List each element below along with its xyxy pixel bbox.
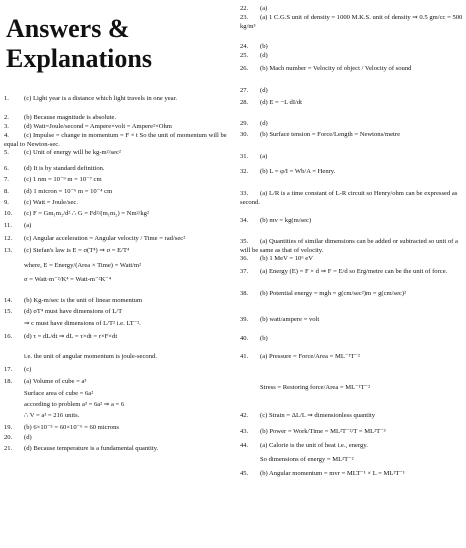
answer-16 xyxy=(4,332,228,341)
answer-43 xyxy=(240,427,464,436)
answer-40 xyxy=(240,334,464,343)
answer-22 xyxy=(240,4,464,13)
answer-number: 24. xyxy=(240,43,249,50)
answer-text: (a) Energy (E) = F × d ⇒ F = E/d so Erg/metre can be the unit of force. xyxy=(260,268,448,275)
answer-15 xyxy=(4,307,228,316)
answer-number: 40. xyxy=(240,335,249,342)
answer-number: 5. xyxy=(4,149,9,156)
answer-number: 19. xyxy=(4,424,13,431)
answer-17 xyxy=(4,365,228,374)
answer-1 xyxy=(4,94,228,103)
answer-5 xyxy=(4,148,228,157)
answer-number: 23. xyxy=(240,14,249,21)
answer-number: 32. xyxy=(240,168,249,175)
answer-text: (d) It is by standard definition. xyxy=(24,165,105,172)
answer-text: (c) Impulse = change in momentum = F × t So the unit of momentum will be equal to Newton-sec. xyxy=(4,132,227,148)
title-line-2: Explanations xyxy=(6,44,152,73)
answer-text: (c) Unit of energy will be kg-m²/sec² xyxy=(24,149,121,156)
answer-11 xyxy=(4,221,228,230)
answer-7 xyxy=(4,175,228,184)
answer-text: (b) xyxy=(260,43,268,50)
answer-cont-17 xyxy=(4,319,228,328)
answer-number: 22. xyxy=(240,5,249,12)
answer-25 xyxy=(240,51,464,60)
answer-36 xyxy=(240,254,464,263)
answer-text: (d) Watt=Joule/second = Ampere×volt = Ampere²×Ohm xyxy=(24,123,172,130)
answer-text: (a) Volume of cube = a³ xyxy=(24,378,87,385)
answer-number: 33. xyxy=(240,190,249,197)
answer-text: (b) Power = Work/Time = ML²T⁻²/T = ML²T⁻³ xyxy=(260,428,386,435)
answer-text: (d) σT⁴ must have dimensions of L/T xyxy=(24,308,123,315)
answer-8 xyxy=(4,187,228,196)
answer-29 xyxy=(240,119,464,128)
answer-24 xyxy=(240,42,464,51)
answer-cont-19 xyxy=(4,352,228,361)
answer-14 xyxy=(4,296,228,305)
answer-33 xyxy=(240,189,464,207)
answer-cont-14 xyxy=(4,275,228,284)
answer-45 xyxy=(240,469,464,478)
answer-text: (c) Watt = Joule/sec. xyxy=(24,199,78,206)
answer-text: (c) F = Gm₁m₂/d² ∴ G = Fd²/(m₁m₂) = Nm²/kg² xyxy=(24,210,149,217)
answer-number: 10. xyxy=(4,210,13,217)
answer-31 xyxy=(240,152,464,161)
answer-text: (c) xyxy=(24,366,32,373)
answer-23 xyxy=(240,13,464,31)
answer-26 xyxy=(240,64,464,73)
answer-number: 42. xyxy=(240,412,249,419)
answer-text: (b) Mach number = Velocity of object / Velocity of sound xyxy=(260,65,412,72)
answer-text: (d) Because temperature is a fundamental quantity. xyxy=(24,445,159,452)
answer-number: 11. xyxy=(4,222,12,229)
answer-number: 35. xyxy=(240,238,249,245)
answer-4 xyxy=(4,131,228,149)
answer-34 xyxy=(240,216,464,225)
answer-text: (b) 1 MeV = 10⁶ eV xyxy=(260,255,313,262)
answer-27 xyxy=(240,86,464,95)
answer-text: (d) xyxy=(260,52,268,59)
answer-number: 44. xyxy=(240,442,249,449)
answer-text: (b) watt/ampere = volt xyxy=(260,316,320,323)
answer-text: (d) 1 micron = 10⁻⁶ m = 10⁻⁴ cm xyxy=(24,188,113,195)
answer-39 xyxy=(240,315,464,324)
answer-text: where, E = Energy/(Area × Time) = Watt/m² xyxy=(24,262,142,269)
answer-number: 36. xyxy=(240,255,249,262)
answer-number: 25. xyxy=(240,52,249,59)
answer-9 xyxy=(4,198,228,207)
answer-text: (b) Potential energy = mgh = g(cm/sec²)m = g(cm/sec)² xyxy=(260,290,407,297)
answer-text: (c) Strain = ΔL/L ⇒ dimensionless quantity xyxy=(260,412,376,419)
answer-text: (a) xyxy=(260,153,268,160)
answer-text: (b) Angular momentum = mvr = MLT⁻¹ × L = ML²T⁻¹ xyxy=(260,470,405,477)
answer-19 xyxy=(4,423,228,432)
answer-text: (a) xyxy=(24,222,32,229)
answer-number: 8. xyxy=(4,188,9,195)
answer-number: 3. xyxy=(4,123,9,130)
answer-number: 15. xyxy=(4,308,13,315)
answer-text: (b) Surface tension = Force/Length = Newtons/metre xyxy=(260,131,401,138)
answer-number: 27. xyxy=(240,87,249,94)
answer-cont-13 xyxy=(4,261,228,270)
answer-text: (b) xyxy=(260,335,268,342)
answer-cont-23 xyxy=(4,400,228,409)
answer-number: 13. xyxy=(4,247,13,254)
answer-number: 38. xyxy=(240,290,249,297)
answer-37 xyxy=(240,267,464,276)
answer-number: 31. xyxy=(240,153,249,160)
answer-number: 29. xyxy=(240,120,249,127)
answer-number: 28. xyxy=(240,99,249,106)
answer-number: 21. xyxy=(4,445,13,452)
answer-number: 37. xyxy=(240,268,249,275)
answer-text: ∴ V = a³ = 216 units. xyxy=(24,412,80,419)
answer-text: ⇒ c must have dimensions of L/T² i.e. LT⁻². xyxy=(24,320,141,327)
answer-number: 14. xyxy=(4,297,13,304)
answer-13 xyxy=(4,246,228,255)
answer-text: Surface area of cube = 6a² xyxy=(24,390,94,397)
answer-3 xyxy=(4,122,228,131)
answer-number: 7. xyxy=(4,176,9,183)
answer-number: 45. xyxy=(240,470,249,477)
answer-10 xyxy=(4,209,228,218)
answer-28 xyxy=(240,98,464,107)
answer-text: (d) τ = dL/dt ⇒ dL = τ×dt = r×F×dt xyxy=(24,333,118,340)
answer-32 xyxy=(240,167,464,176)
answer-12 xyxy=(4,234,228,243)
answer-cont-24 xyxy=(4,411,228,420)
answer-21 xyxy=(4,444,228,453)
answer-number: 18. xyxy=(4,378,13,385)
answer-number: 39. xyxy=(240,316,249,323)
answer-42 xyxy=(240,411,464,420)
answer-6 xyxy=(4,164,228,173)
answer-text: σ = Watt·m⁻²/K⁴ = Watt-m⁻²K⁻⁴ xyxy=(24,276,112,283)
answer-text: (d) E = −L dI/dt xyxy=(260,99,302,106)
answer-number: 1. xyxy=(4,95,9,102)
answer-text: according to problem a³ = 6a² ⇒ a = 6 xyxy=(24,401,125,408)
answer-cont-24 xyxy=(240,455,464,464)
answer-text: (a) Pressure = Force/Area = ML⁻¹T⁻² xyxy=(260,353,360,360)
answer-text: (a) Calorie is the unit of heat i.e., energy. xyxy=(260,442,368,449)
answer-number: 17. xyxy=(4,366,13,373)
answer-30 xyxy=(240,130,464,139)
answer-text: (b) Kg-m/sec is the unit of linear momentum xyxy=(24,297,143,304)
answer-text: (a) Quantities of similar dimensions can be added or subtracted so unit of a will be same as that of velocity. xyxy=(240,238,458,254)
answer-44 xyxy=(240,441,464,450)
answer-text: (a) L/R is a time constant of L-R circuit so Henry/ohm can be expressed as second. xyxy=(240,190,458,206)
answer-text: i.e. the unit of angular momentum is joule-second. xyxy=(24,353,157,360)
answer-text: (a) xyxy=(260,5,268,12)
answer-number: 4. xyxy=(4,132,9,139)
answer-text: (c) Angular acceleration = Angular velocity / Time = rad/sec² xyxy=(24,235,186,242)
answer-text: (b) 6×10⁻⁵ = 60×10⁻⁶ = 60 microns xyxy=(24,424,119,431)
answer-35 xyxy=(240,237,464,255)
answer-cont-22 xyxy=(4,389,228,398)
title-line-1: Answers & xyxy=(6,14,130,43)
answer-text: (c) Light year is a distance which light travels in one year. xyxy=(24,95,178,102)
answer-41 xyxy=(240,352,464,361)
answer-number: 6. xyxy=(4,165,9,172)
answer-number: 41. xyxy=(240,353,249,360)
answer-number: 9. xyxy=(4,199,9,206)
answer-text: (b) Because magnitude is absolute. xyxy=(24,114,117,121)
answer-number: 34. xyxy=(240,217,249,224)
answer-text: (d) xyxy=(260,87,268,94)
answer-text: (b) L = φ/I = Wb/A = Henry. xyxy=(260,168,336,175)
answer-number: 2. xyxy=(4,114,9,121)
answer-number: 16. xyxy=(4,333,13,340)
answer-number: 30. xyxy=(240,131,249,138)
answer-number: 20. xyxy=(4,434,13,441)
answer-text: (b) mv = kg(m/sec) xyxy=(260,217,312,224)
answer-text: So dimensions of energy = ML²T⁻² xyxy=(260,456,354,463)
answer-number: 26. xyxy=(240,65,249,72)
answer-number: 12. xyxy=(4,235,13,242)
page-title xyxy=(6,14,152,74)
answer-text: Stress = Restoring force/Area = ML⁻¹T⁻² xyxy=(260,384,371,391)
answer-2 xyxy=(4,113,228,122)
answer-text: (c) Stefan's law is E = σ(T⁴) ⇒ σ = E/T⁴ xyxy=(24,247,130,254)
answer-number: 43. xyxy=(240,428,249,435)
answer-20 xyxy=(4,433,228,442)
answer-text: (d) xyxy=(260,120,268,127)
answer-text: (c) 1 nm = 10⁻⁹ m = 10⁻⁷ cm xyxy=(24,176,102,183)
answer-text: (d) xyxy=(24,434,32,441)
answer-cont-20 xyxy=(240,383,464,392)
answer-text: (a) 1 C.G.S unit of density = 1000 M.K.S. unit of density ⇒ 0.5 gm/cc = 500 kg/m³ xyxy=(240,14,463,30)
answer-38 xyxy=(240,289,464,298)
answer-18 xyxy=(4,377,228,386)
